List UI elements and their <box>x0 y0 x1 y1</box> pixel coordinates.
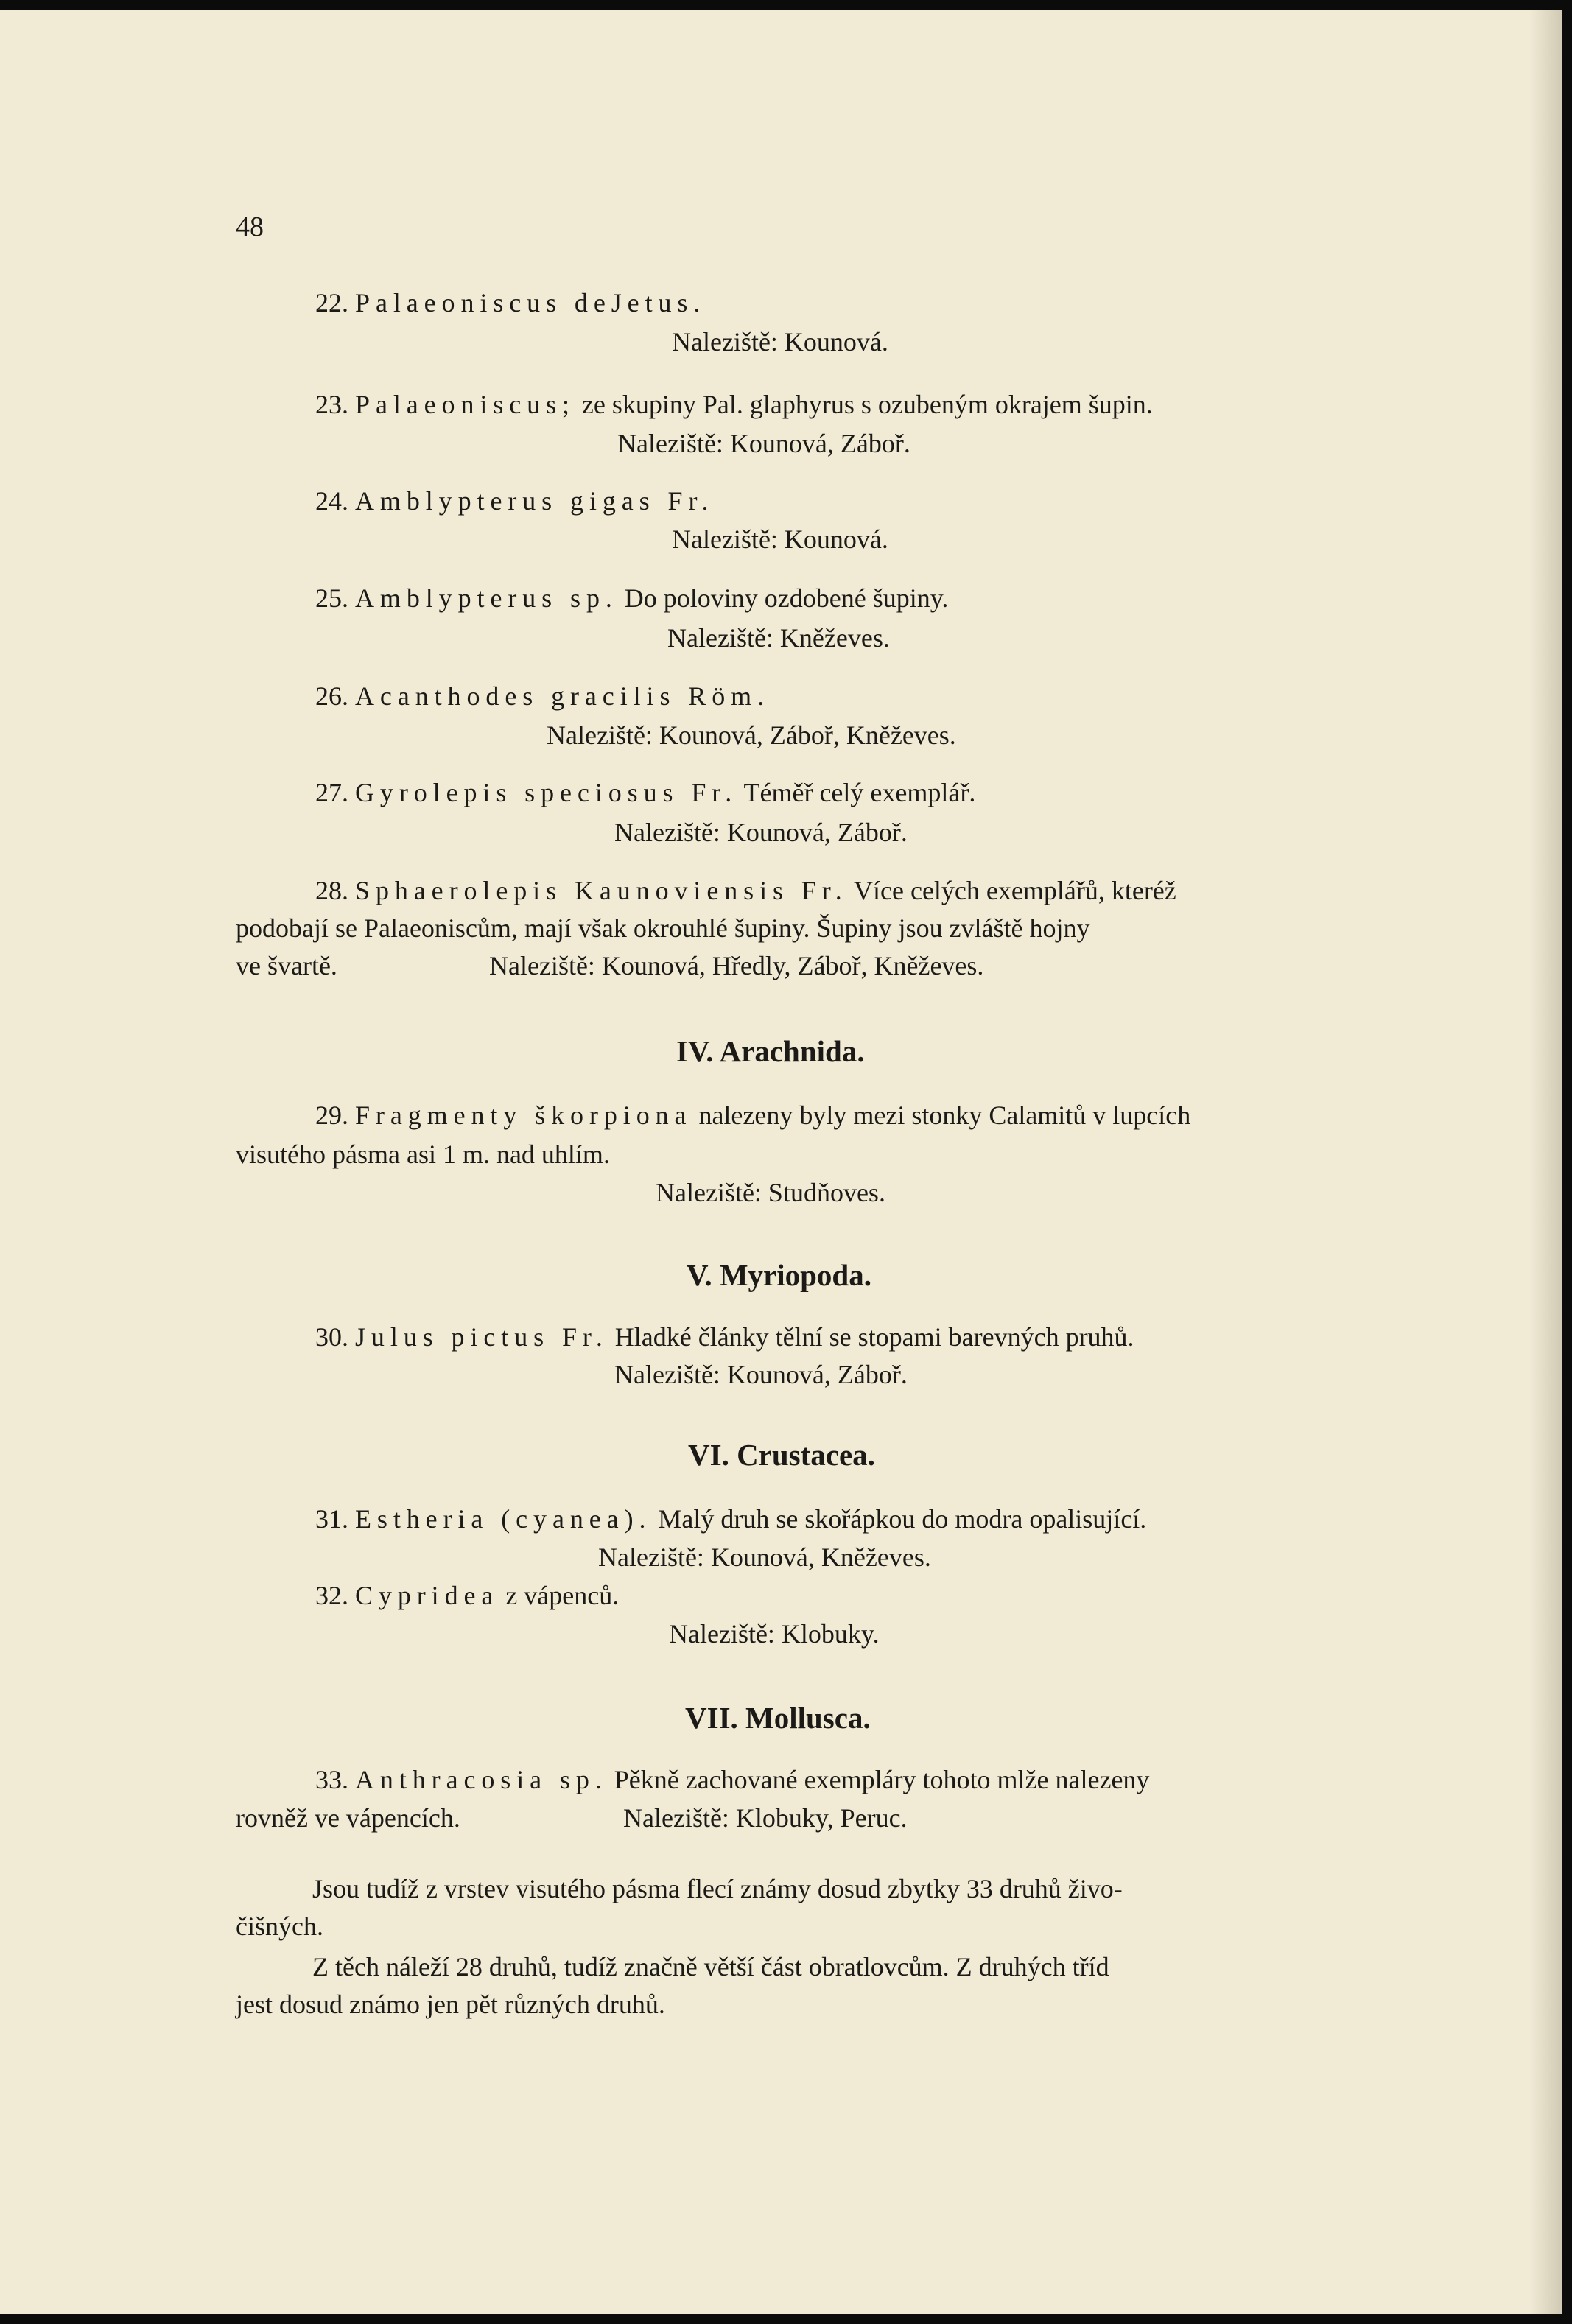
summary-paragraph-2: Z těch náleží 28 druhů, tudíž značně větší část obratlovcům. Z druhých tříd <box>312 1952 1109 1981</box>
entry-27: 27. Gyrolepis speciosus Fr. Téměř celý exemplář. <box>315 778 976 807</box>
summary-paragraph-1: Jsou tudíž z vrstev visutého pásma flecí známy dosud zbytky 33 druhů živo- <box>312 1874 1123 1903</box>
entry-22-locality: Naleziště: Kounová. <box>672 327 888 357</box>
page-number: 48 <box>236 211 264 242</box>
species-name: Fragmenty škorpiona <box>355 1100 692 1130</box>
entry-25: 25. Amblypterus sp. Do poloviny ozdobené šupiny. <box>315 583 949 613</box>
section-heading-myriopoda: V. Myriopoda. <box>687 1258 871 1292</box>
species-name: Gyrolepis speciosus Fr. <box>355 778 738 807</box>
entry-26-locality: Naleziště: Kounová, Záboř, Kněževes. <box>547 720 956 750</box>
entry-28-line2: podobají se Palaeoniscům, mají však okrouhlé šupiny. Šupiny jsou zvláště hojny <box>236 913 1090 943</box>
entry-30-locality: Naleziště: Kounová, Záboř. <box>614 1360 908 1389</box>
section-heading-mollusca: VII. Mollusca. <box>685 1701 871 1735</box>
entry-32: 32. Cypridea z vápenců. <box>315 1581 620 1610</box>
species-name: Sphaerolepis Kaunoviensis Fr. <box>355 876 848 905</box>
entry-33: 33. Anthracosia sp. Pěkně zachované exempláry tohoto mlže nalezeny <box>315 1765 1150 1794</box>
entry-22: 22. Palaeoniscus deJetus. <box>315 288 706 317</box>
entry-33-line2: rovněž ve vápencích. <box>236 1803 460 1833</box>
entry-24: 24. Amblypterus gigas Fr. <box>315 486 715 516</box>
entry-26: 26. Acanthodes gracilis Röm. <box>315 681 770 711</box>
entry-24-locality: Naleziště: Kounová. <box>672 524 888 554</box>
species-name: Cypridea <box>355 1581 499 1610</box>
entry-29-line2: visutého pásma asi 1 m. nad uhlím. <box>236 1140 610 1169</box>
summary-paragraph-1-cont: čišných. <box>236 1911 323 1941</box>
entry-32-locality: Naleziště: Klobuky. <box>669 1619 880 1649</box>
species-name: Acanthodes gracilis Röm. <box>355 681 770 711</box>
entry-28-line3: ve švartě. <box>236 951 337 980</box>
species-name: Amblypterus sp. <box>355 583 618 613</box>
entry-29-locality: Naleziště: Studňoves. <box>656 1178 885 1207</box>
entry-25-locality: Naleziště: Kněževes. <box>667 623 890 653</box>
species-name: Palaeoniscus; <box>355 390 575 419</box>
book-page <box>0 10 1562 2314</box>
entry-29: 29. Fragmenty škorpiona nalezeny byly mezi stonky Calamitů v lupcích <box>315 1100 1191 1130</box>
species-name: Anthracosia sp. <box>355 1765 608 1794</box>
entry-30: 30. Julus pictus Fr. Hladké články tělní se stopami barevných pruhů. <box>315 1322 1134 1352</box>
species-name: Estheria (cyanea). <box>355 1504 652 1534</box>
species-name: Palaeoniscus deJetus. <box>355 288 706 317</box>
species-name: Amblypterus gigas Fr. <box>355 486 715 516</box>
entry-31: 31. Estheria (cyanea). Malý druh se skořápkou do modra opalisující. <box>315 1504 1147 1534</box>
species-name: Julus pictus Fr. <box>355 1322 608 1352</box>
entry-28-locality: Naleziště: Kounová, Hředly, Záboř, Kněževes. <box>489 951 984 980</box>
summary-paragraph-2-cont: jest dosud známo jen pět různých druhů. <box>236 1990 665 2019</box>
section-heading-crustacea: VI. Crustacea. <box>688 1438 875 1472</box>
entry-33-locality: Naleziště: Klobuky, Peruc. <box>623 1803 908 1833</box>
entry-23-locality: Naleziště: Kounová, Záboř. <box>617 429 910 458</box>
entry-31-locality: Naleziště: Kounová, Kněževes. <box>598 1542 931 1572</box>
entry-28: 28. Sphaerolepis Kaunoviensis Fr. Více celých exemplářů, kteréž <box>315 876 1176 905</box>
entry-27-locality: Naleziště: Kounová, Záboř. <box>614 818 908 847</box>
page-gutter-shadow <box>1529 10 1562 2314</box>
entry-23: 23. Palaeoniscus; ze skupiny Pal. glaphyrus s ozubeným okrajem šupin. <box>315 390 1153 419</box>
section-heading-arachnida: IV. Arachnida. <box>676 1034 865 1068</box>
